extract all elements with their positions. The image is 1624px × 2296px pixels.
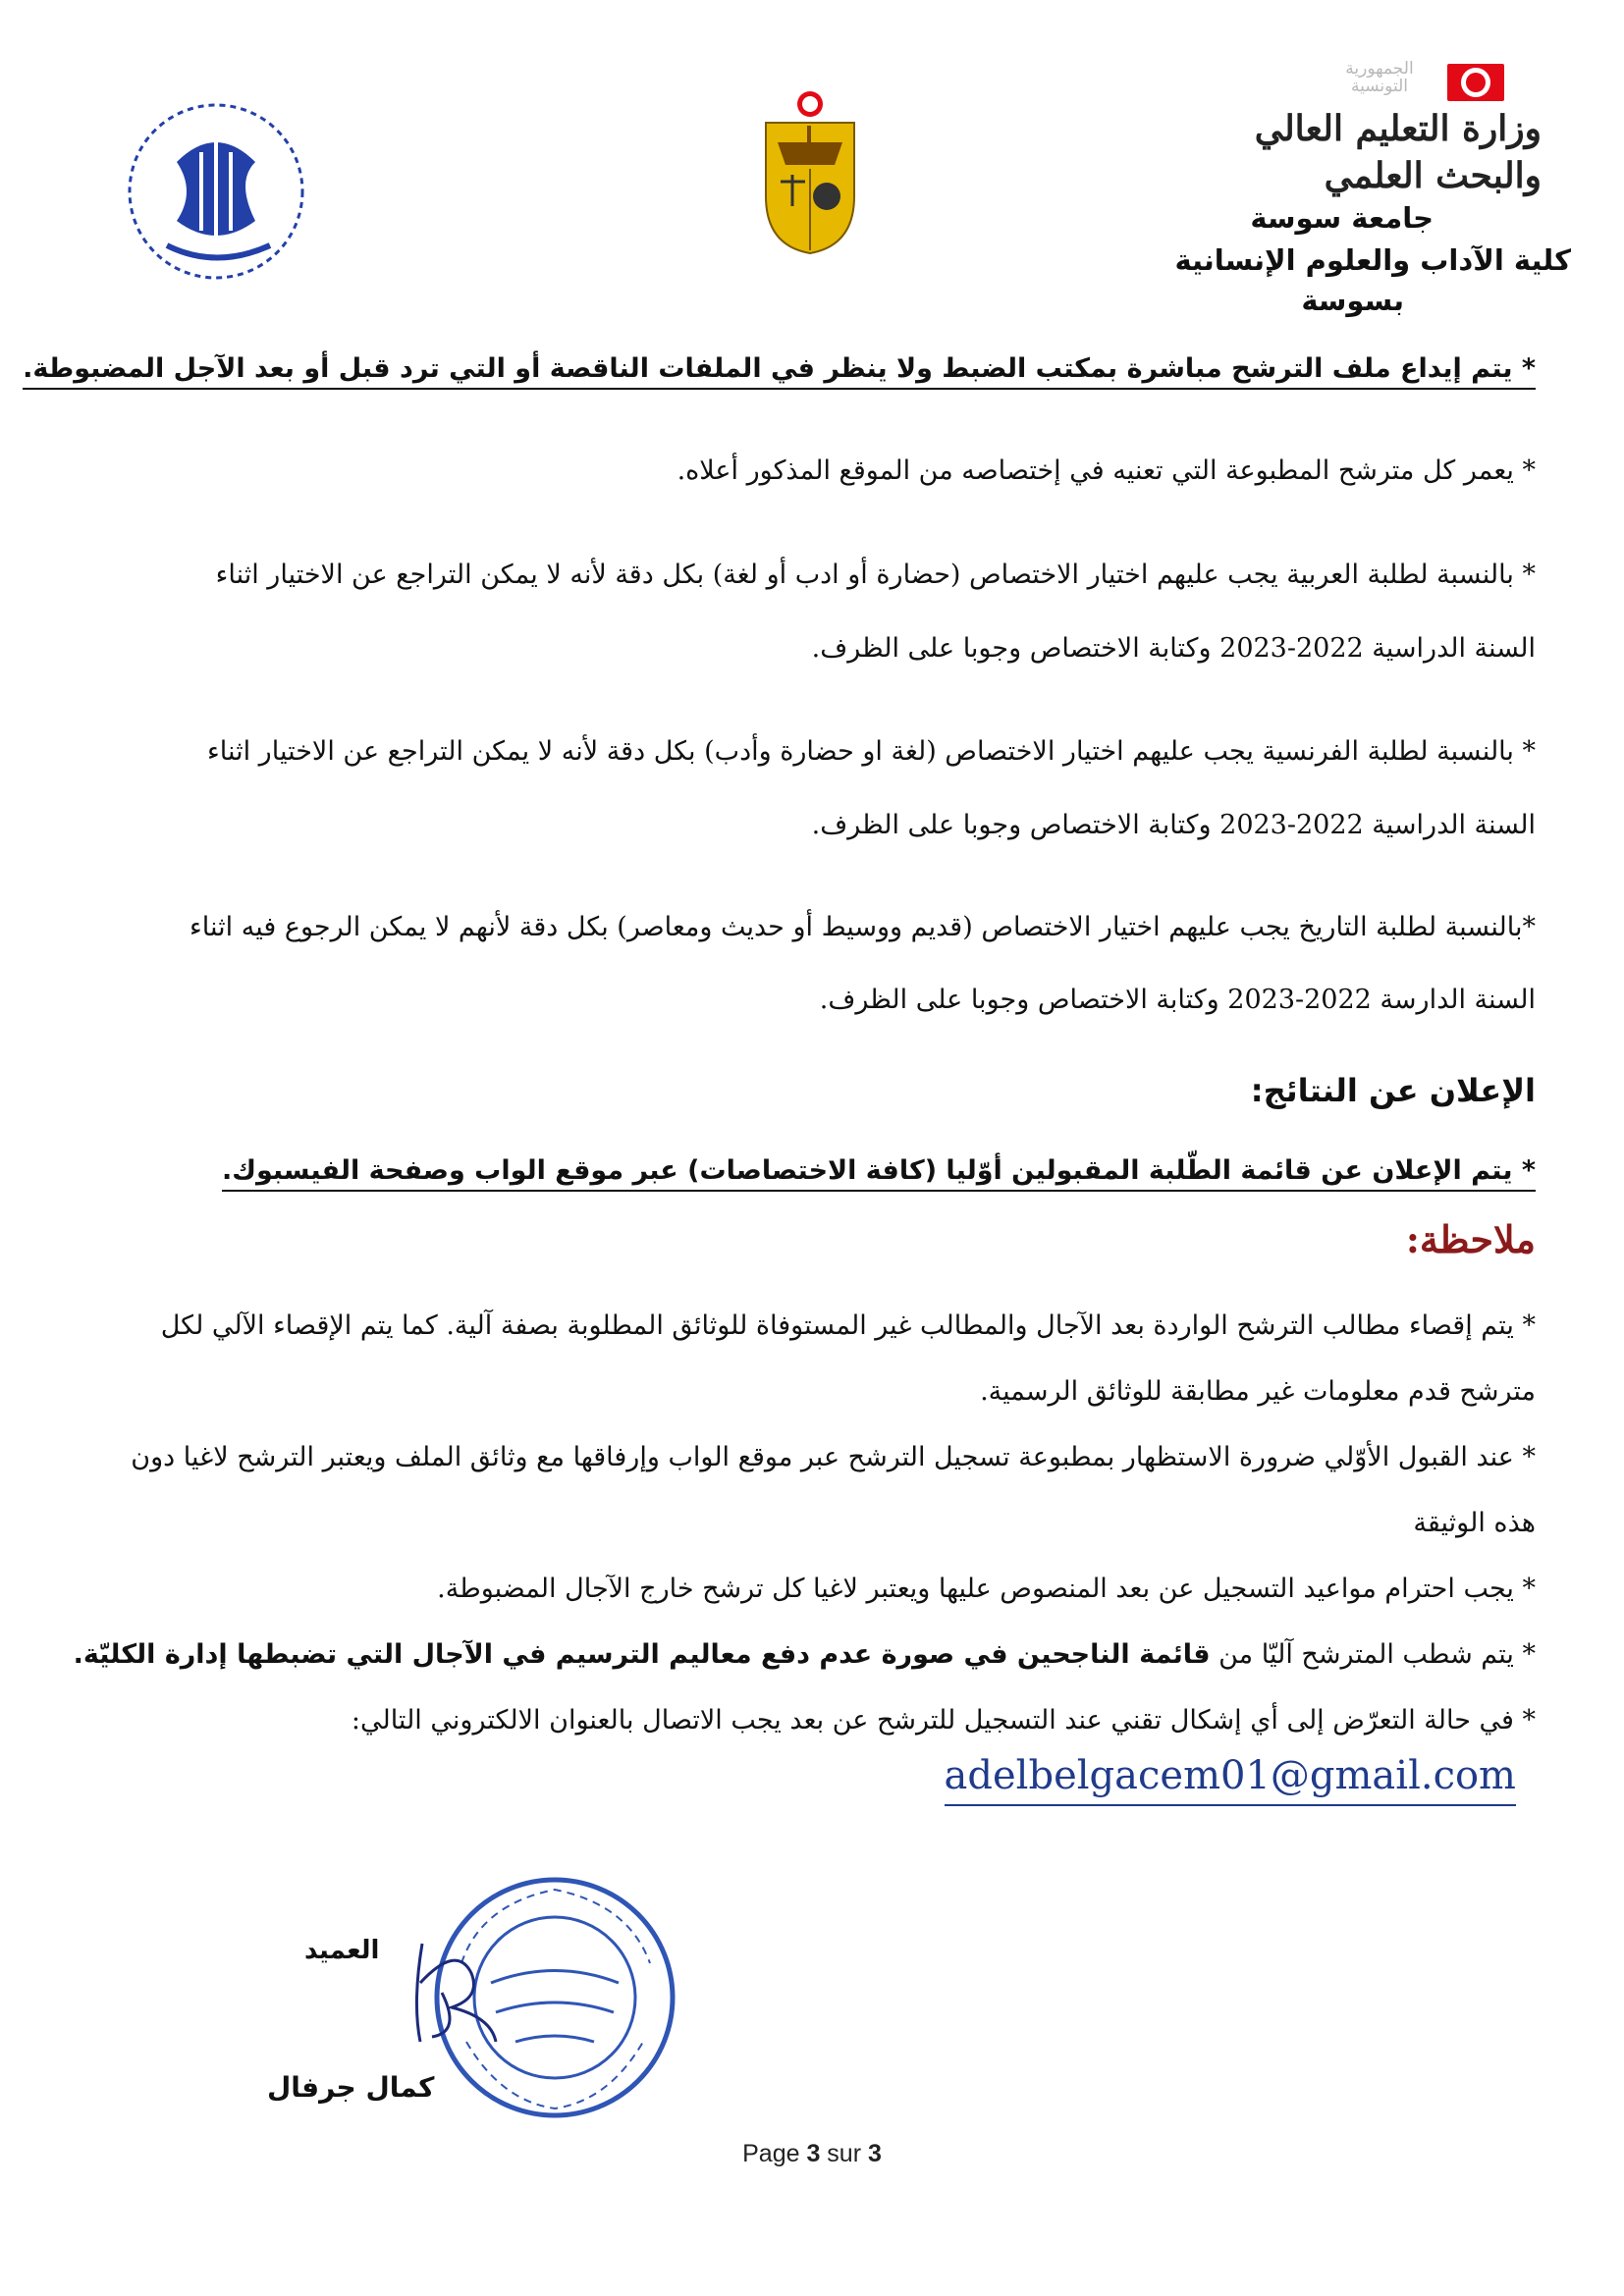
ministry-block bbox=[1174, 54, 1571, 329]
arabic-paragraph-line-1: * بالنسبة لطلبة العربية يجب عليهم اختيار الاختصاص (حضارة أو ادب أو لغة) بكل دقة لأنه لا يمكن التراجع عن الاختيار اثناء bbox=[215, 560, 1536, 590]
footer-page-label: Page bbox=[742, 2140, 807, 2167]
deposit-text: * يتم إيداع ملف الترشح مباشرة بمكتب الضبط ولا ينظر في الملفات الناقصة أو التي ترد قبل أو بعد الآجل المضبوطة. bbox=[23, 353, 1536, 390]
fill-paragraph: * يعمر كل مترشح المطبوعة التي تعنيه في إختصاصه من الموقع المذكور أعلاه. bbox=[677, 455, 1536, 486]
results-title: الإعلان عن النتائج: bbox=[1250, 1072, 1536, 1109]
ministry-name bbox=[1188, 105, 1542, 199]
signature-icon bbox=[403, 1924, 511, 2052]
footer-sur-label: sur bbox=[820, 2140, 868, 2167]
note-5: * في حالة التعرّض إلى أي إشكال تقني عند التسجيل للترشح عن بعد يجب الاتصال بالعنوان الالكتروني التالي: bbox=[351, 1705, 1536, 1735]
note-title: ملاحظة: bbox=[1405, 1217, 1536, 1261]
letterhead bbox=[108, 54, 1571, 329]
republic-label: الجمهورية التونسية bbox=[1345, 59, 1414, 96]
history-paragraph-line-1: *بالنسبة لطلبة التاريخ يجب عليهم اختيار الاختصاص (قديم ووسيط أو حديث ومعاصر) بكل دقة لأنهم لا يمكن الرجوع فيه اثناء bbox=[189, 912, 1536, 942]
ministry-line-2: والبحث العلمي bbox=[1324, 155, 1542, 196]
page-footer bbox=[0, 2140, 1624, 2168]
results-paragraph bbox=[222, 1139, 1536, 1203]
note-1-line-2: مترشح قدم معلومات غير مطابقة للوثائق الرسمية. bbox=[980, 1376, 1536, 1407]
ministry-line-1: وزارة التعليم العالي bbox=[1254, 108, 1542, 149]
footer-total-pages: 3 bbox=[867, 2140, 882, 2167]
coat-of-arms-icon bbox=[756, 88, 864, 255]
note-2-line-2: هذه الوثيقة bbox=[1413, 1508, 1536, 1538]
university-name: جامعة سوسة bbox=[1250, 201, 1434, 235]
dean-name: كمال جرفال bbox=[267, 2071, 435, 2104]
french-paragraph-line-1: * بالنسبة لطلبة الفرنسية يجب عليهم اختيار الاختصاص (لغة او حضارة وأدب) بكل دقة لأنه لا يمكن التراجع عن الاختيار اثناء bbox=[207, 736, 1536, 767]
contact-email-link[interactable]: adelbelgacem01@gmail.com bbox=[945, 1753, 1516, 1806]
city-name: بسوسة bbox=[1301, 284, 1404, 317]
faculty-name: كلية الآداب والعلوم الإنسانية bbox=[1174, 243, 1571, 277]
note-4-prefix: * يتم شطب المترشح آليّا من bbox=[1210, 1639, 1536, 1670]
note-2-line-1: * عند القبول الأوّلي ضرورة الاستظهار بمطبوعة تسجيل الترشح عبر موقع الواب وإرفاقها مع وثائق الملف ويعتبر الترشح لاغيا دون bbox=[131, 1442, 1536, 1472]
note-4 bbox=[74, 1623, 1536, 1687]
french-paragraph-line-2: السنة الدراسية 2022-2023 وكتابة الاختصاص وجوبا على الظرف. bbox=[811, 810, 1536, 840]
note-4-bold: قائمة الناجحين في صورة عدم دفع معاليم الترسيم في الآجال التي تضبطها إدارة الكليّة. bbox=[73, 1639, 1211, 1670]
deposit-paragraph bbox=[23, 337, 1536, 401]
note-3: * يجب احترام مواعيد التسجيل عن بعد المنصوص عليها ويعتبر لاغيا كل ترشح خارج الآجال المضبوطة. bbox=[437, 1574, 1536, 1604]
tunisia-flag-icon bbox=[1447, 64, 1504, 101]
dean-title: العميد bbox=[304, 1936, 380, 1965]
faculty-logo bbox=[108, 83, 353, 299]
footer-current-page: 3 bbox=[806, 2140, 821, 2167]
history-paragraph-line-2: السنة الدارسة 2022-2023 وكتابة الاختصاص وجوبا على الظرف. bbox=[819, 985, 1536, 1015]
note-1-line-1: * يتم إقصاء مطالب الترشح الواردة بعد الآجال والمطالب غير المستوفاة للوثائق المطلوبة بصفة آلية. كما يتم الإقصاء الآلي لكل bbox=[160, 1310, 1536, 1341]
results-text: * يتم الإعلان عن قائمة الطّلبة المقبولين أوّليا (كافة الاختصاصات) عبر موقع الواب وصفحة الفيسبوك. bbox=[222, 1155, 1536, 1192]
arabic-paragraph-line-2: السنة الدراسية 2022-2023 وكتابة الاختصاص وجوبا على الظرف. bbox=[811, 633, 1536, 664]
